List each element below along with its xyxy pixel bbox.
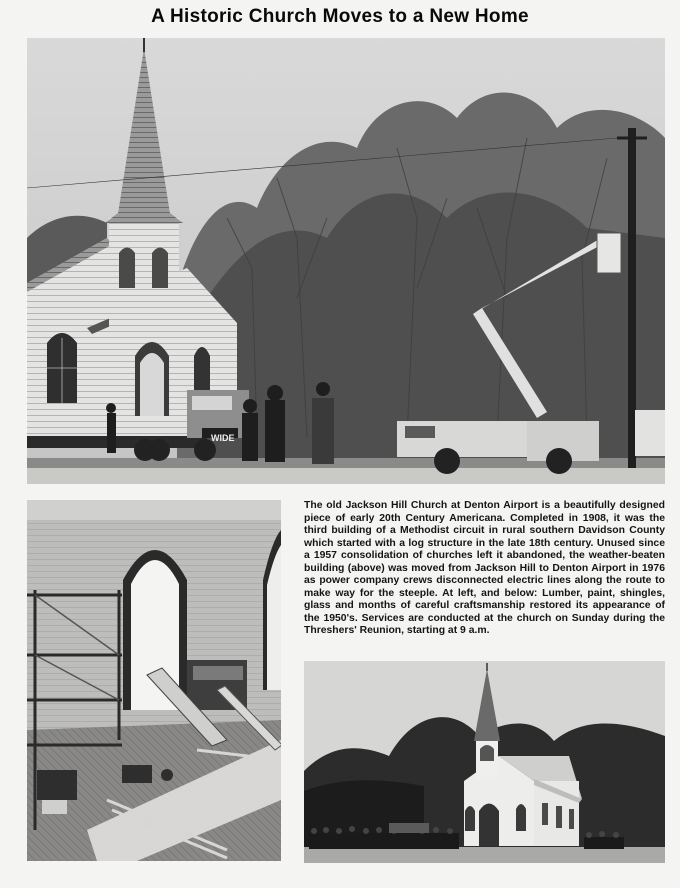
photo-restored-church-image (304, 661, 665, 863)
photo-interior-restoration (27, 500, 281, 861)
page-title: A Historic Church Moves to a New Home (151, 6, 529, 27)
truck-door-text: WIDE (211, 433, 235, 443)
photo-church-being-moved (27, 38, 665, 484)
photo-restored-church (304, 661, 665, 863)
article-caption (304, 500, 665, 638)
caption-text: The old Jackson Hill Church at Denton Airport is a beautifully designed piece of early 20th Century Americana. Completed in 1908, it was the third building of a Methodist circuit in rural southern Davidson County which started with a log structure in the late 18th century. Unused since a 1957 consolidation of churches left it abandoned, the weather-beaten building (above) was moved from Jackson Hill to Denton Airport in 1976 as power company crews disconnected electric lines along the route to make way for the steeple. At left, and below: Lumber, paint, shingles, glass and months of careful craftsmanship restored its appearance of the 1950's. Services are conducted at the church on Sunday during the Threshers' Reunion, starting at 9 a.m. (304, 500, 665, 637)
photo-interior-restoration-image (27, 500, 281, 861)
photo-church-being-moved-image (27, 38, 665, 484)
